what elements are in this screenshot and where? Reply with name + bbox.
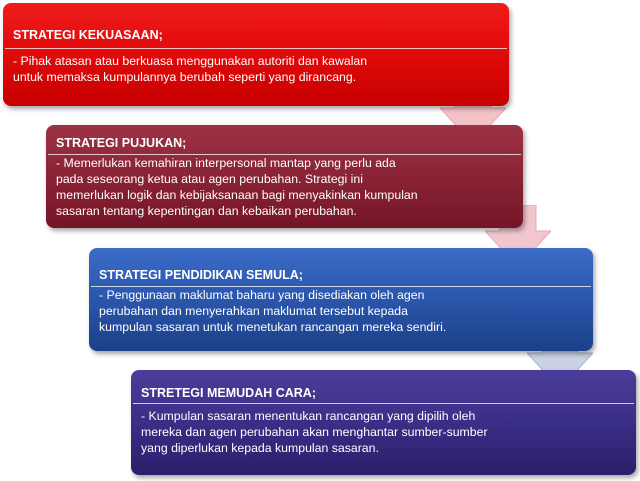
strategy-description [56, 155, 507, 219]
strategy-title: STRATEGI PENDIDIKAN SEMULA; [99, 268, 303, 282]
description-line: untuk memaksa kumpulannya berubah seperti yang dirancang. [13, 70, 357, 84]
description-line: perubahan dan menyerahkan maklumat tersebut kepada [99, 304, 408, 318]
description-line: memerlukan logik dan kebijaksanaan bagi menyakinkan kumpulan [56, 188, 418, 202]
strategy-box-memudah-cara [131, 370, 636, 475]
strategy-title: STRATEGI PUJUKAN; [56, 136, 187, 150]
description-line: pada seseorang ketua atau agen perubahan. Strategi ini [56, 172, 363, 186]
strategy-box-pujukan [46, 125, 523, 228]
description-line: - Penggunaan maklumat baharu yang disediakan oleh agen [99, 288, 425, 302]
divider [133, 403, 634, 404]
strategy-box-pendidikan-semula [89, 248, 593, 351]
strategy-description [99, 287, 577, 335]
description-line: - Pihak atasan atau berkuasa menggunakan autoriti dan kawalan [13, 54, 368, 68]
description-line: kumpulan sasaran untuk menetukan rancangan mereka sendiri. [99, 320, 447, 334]
strategy-description [141, 408, 620, 456]
description-line: - Kumpulan sasaran menentukan rancangan yang dipilih oleh [141, 409, 476, 423]
strategy-description [13, 53, 493, 85]
description-line: mereka dan agen perubahan akan menghantar sumber-sumber [141, 425, 488, 439]
divider [5, 48, 507, 49]
strategy-title: STRETEGI MEMUDAH CARA; [141, 386, 316, 400]
description-line: yang diperlukan kepada kumpulan sasaran. [141, 441, 379, 455]
description-line: sasaran tentang kepentingan dan kebaikan perubahan. [56, 204, 357, 218]
strategy-box-kekuasaan [3, 3, 509, 106]
description-line: - Memerlukan kemahiran interpersonal mantap yang perlu ada [56, 156, 396, 170]
strategy-title: STRATEGI KEKUASAAN; [13, 28, 163, 42]
